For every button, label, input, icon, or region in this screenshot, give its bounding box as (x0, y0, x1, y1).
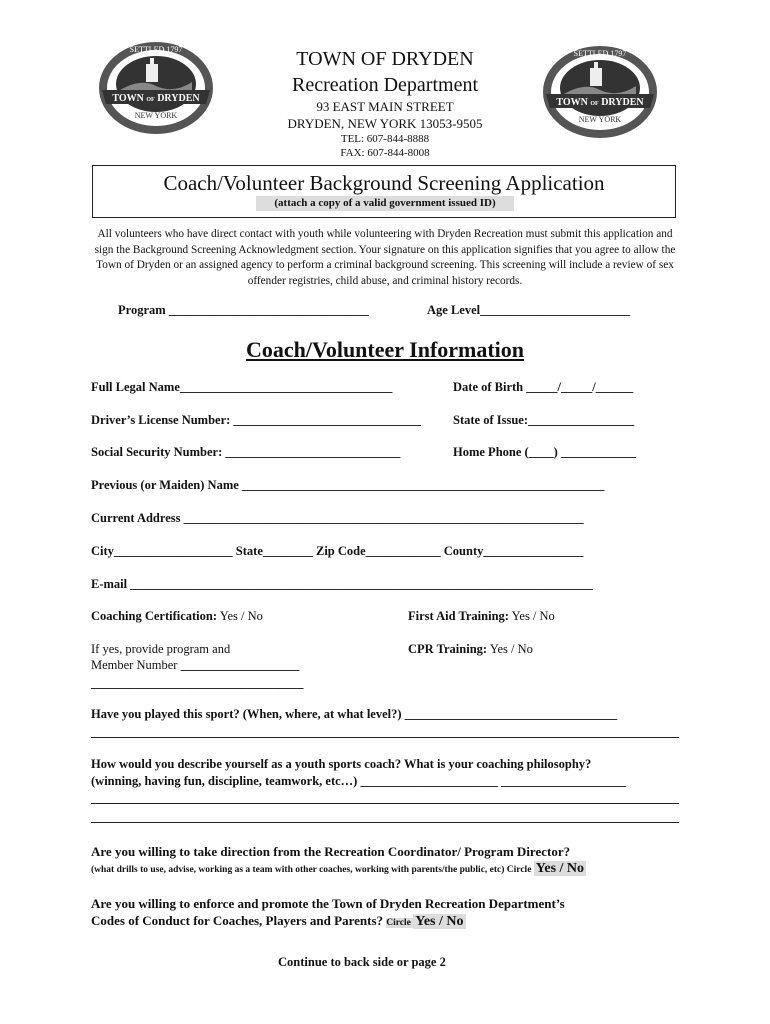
direction-note: (what drills to use, advise, working as a team with other coaches, working with parents/the public, etc) Circle (91, 865, 534, 875)
direction-note-row (91, 859, 586, 877)
home-phone-field[interactable]: Home Phone (____) ____________ (453, 445, 636, 459)
seal-settled: SETTLED 1797 (129, 45, 183, 54)
town-seal-logo-right (540, 42, 660, 142)
direction-yes-no[interactable]: Yes / No (535, 861, 585, 876)
philosophy-question-line-1: How would you describe yourself as a youth sports coach? What is your coaching philosophy? (91, 757, 592, 771)
fax: FAX: 607-844-8008 (340, 147, 430, 159)
intro-paragraph: All volunteers who have direct contact with youth while volunteering with Dryden Recreation must submit this application and sign the Background Screening Acknowledgment section. Your signature on this application signifies that you agree to allow the Town of Dryden or an assigned agency to perform a criminal background screening. This screening will include a review of sex offender registries, child abuse, and criminal history records. (94, 228, 676, 287)
address-line-2: DRYDEN, NEW YORK 13053-9505 (287, 116, 483, 131)
played-sport-question[interactable]: Have you played this sport? (When, where, at what level?) __________________________________ (91, 707, 618, 721)
if-yes-line-1: If yes, provide program and (91, 642, 231, 656)
state-of-issue-field[interactable]: State of Issue:_________________ (453, 413, 635, 427)
seal-state: NEW YORK (578, 115, 622, 124)
seal-settled: SETTLED 1797 (573, 49, 627, 58)
answer-line[interactable] (91, 803, 679, 804)
direction-question: Are you willing to take direction from the Recreation Coordinator/ Program Director? (91, 844, 571, 859)
previous-name-field[interactable]: Previous (or Maiden) Name __________________________________________________________ (91, 478, 605, 492)
member-number-label: Member Number (91, 658, 181, 672)
svg-text:TOWN OF DRYDEN (112, 93, 200, 104)
coaching-certification[interactable] (91, 609, 263, 624)
cpr-label: CPR Training: (408, 642, 488, 656)
circle-label: Circle (386, 918, 414, 928)
first-aid-training[interactable] (408, 609, 555, 624)
section-heading: Coach/Volunteer Information (245, 337, 525, 362)
seal-of: OF (146, 97, 155, 103)
address-line-1: 93 EAST MAIN STREET (316, 99, 454, 114)
enforce-yes-no[interactable]: Yes / No (415, 914, 464, 929)
cpr-training[interactable] (408, 642, 533, 657)
enforce-question-line-1: Are you willing to enforce and promote the Town of Dryden Recreation Department’s (91, 896, 565, 911)
department-name: Recreation Department (291, 74, 479, 96)
answer-line[interactable] (91, 822, 679, 823)
member-number-blank-2[interactable]: __________________________________ (91, 676, 304, 690)
enforce-question-line-2-row (91, 912, 466, 932)
email-field[interactable]: E-mail __________________________________________________________________________ (91, 577, 593, 591)
enforce-question-line-2: Codes of Conduct for Coaches, Players and Parents? (91, 913, 387, 928)
attach-id-note: (attach a copy of a valid government issued ID) (256, 196, 514, 211)
first-aid-label: First Aid Training: (408, 609, 509, 623)
city-state-zip-county-field[interactable]: City___________________ State________ Zip Code____________ County________________ (91, 544, 584, 558)
town-seal-logo-left (96, 38, 216, 138)
seal-town-b: DRYDEN (157, 93, 200, 104)
seal-town-b: DRYDEN (601, 97, 644, 108)
cpr-options[interactable]: Yes / No (487, 642, 533, 656)
coaching-certification-options[interactable]: Yes / No (217, 609, 263, 623)
seal-town-a: TOWN (556, 97, 588, 108)
seal-town-a: TOWN (112, 93, 144, 104)
member-number-field[interactable] (91, 658, 299, 673)
full-legal-name-field[interactable]: Full Legal Name__________________________________ (91, 380, 393, 394)
philosophy-question-line-2[interactable]: (winning, having fun, discipline, teamwork, etc…) ______________________ ____________________ (91, 774, 627, 788)
member-number-blank[interactable]: ___________________ (180, 658, 300, 672)
date-of-birth-field[interactable]: Date of Birth _____/_____/______ (453, 380, 634, 394)
town-name: TOWN OF DRYDEN (296, 48, 474, 70)
age-level-field[interactable]: Age Level________________________ (427, 303, 631, 317)
coaching-certification-label: Coaching Certification: (91, 609, 218, 623)
program-field[interactable]: Program ________________________________ (118, 303, 369, 317)
form-title: Coach/Volunteer Background Screening Application (163, 171, 605, 195)
answer-line[interactable] (91, 737, 679, 738)
seal-of: OF (590, 101, 599, 107)
continue-note: Continue to back side or page 2 (278, 955, 446, 969)
ssn-field[interactable]: Social Security Number: ____________________________ (91, 445, 401, 459)
first-aid-options[interactable]: Yes / No (508, 609, 555, 623)
telephone: TEL: 607-844-8888 (340, 133, 430, 145)
svg-text:TOWN OF DRYDEN (556, 97, 644, 108)
seal-state: NEW YORK (134, 111, 178, 120)
current-address-field[interactable]: Current Address ________________________________________________________________ (91, 511, 584, 525)
drivers-license-field[interactable]: Driver’s License Number: ______________________________ (91, 413, 421, 427)
